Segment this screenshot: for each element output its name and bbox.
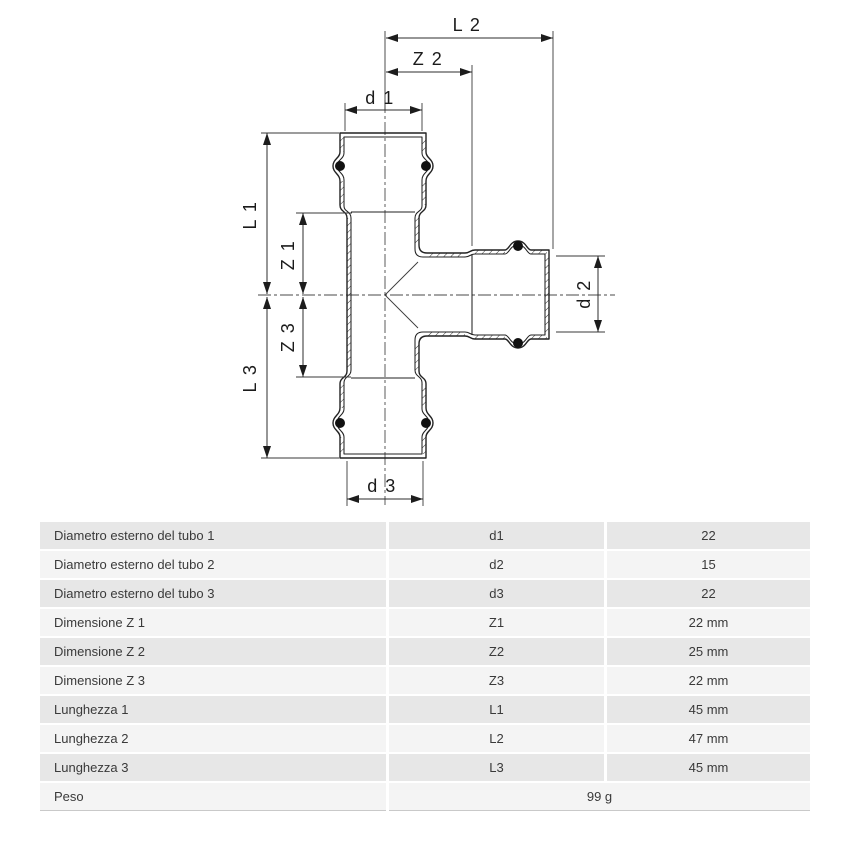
o-ring-dot bbox=[421, 418, 431, 428]
arrowhead bbox=[299, 365, 307, 377]
dim-label-l1: L 1 bbox=[240, 200, 260, 230]
fitting-body bbox=[333, 133, 549, 458]
arrowhead bbox=[541, 34, 553, 42]
centerlines bbox=[258, 100, 615, 505]
spec-value: 45 mm bbox=[607, 696, 810, 723]
dim-l3 bbox=[240, 297, 339, 458]
arrowhead bbox=[263, 297, 271, 309]
table-row bbox=[40, 696, 810, 723]
spec-label: Lunghezza 2 bbox=[40, 725, 386, 752]
arrowhead bbox=[594, 320, 602, 332]
dim-z3 bbox=[278, 297, 351, 377]
dim-d3 bbox=[347, 461, 423, 506]
table-row bbox=[40, 551, 810, 578]
dim-label-z2: Z 2 bbox=[412, 49, 444, 69]
table-row bbox=[40, 725, 810, 752]
spec-value: 45 mm bbox=[607, 754, 810, 781]
arrowhead bbox=[299, 282, 307, 294]
wall-hatching bbox=[340, 137, 549, 454]
spec-label: Dimensione Z 3 bbox=[40, 667, 386, 694]
table-row bbox=[40, 754, 810, 781]
arrowhead bbox=[386, 34, 398, 42]
spec-table bbox=[40, 522, 810, 812]
arrowhead bbox=[347, 495, 359, 503]
dim-label-d3: d 3 bbox=[367, 476, 397, 496]
arrowhead bbox=[263, 133, 271, 145]
spec-label: Diametro esterno del tubo 1 bbox=[40, 522, 386, 549]
dim-l2 bbox=[385, 15, 553, 249]
o-ring-dot bbox=[335, 161, 345, 171]
spec-code: Z1 bbox=[389, 609, 604, 636]
o-ring-dot bbox=[335, 418, 345, 428]
dim-label-d2: d 2 bbox=[574, 279, 594, 309]
arrowhead bbox=[594, 256, 602, 268]
spec-code: d3 bbox=[389, 580, 604, 607]
arrowhead bbox=[410, 106, 422, 114]
spec-value: 22 bbox=[607, 580, 810, 607]
arrowhead bbox=[460, 68, 472, 76]
spec-value: 25 mm bbox=[607, 638, 810, 665]
spec-value: 47 mm bbox=[607, 725, 810, 752]
spec-label: Diametro esterno del tubo 2 bbox=[40, 551, 386, 578]
arrowhead bbox=[263, 446, 271, 458]
table-row bbox=[40, 580, 810, 607]
dim-label-z3: Z 3 bbox=[278, 321, 298, 353]
arrowhead bbox=[411, 495, 423, 503]
spec-label: Dimensione Z 1 bbox=[40, 609, 386, 636]
spec-value: 22 mm bbox=[607, 667, 810, 694]
dim-d1 bbox=[345, 88, 422, 131]
table-row-peso bbox=[40, 783, 810, 810]
table-row bbox=[40, 638, 810, 665]
arrowhead bbox=[345, 106, 357, 114]
bore-diagonal-upper bbox=[385, 262, 418, 295]
table-row bbox=[40, 667, 810, 694]
spec-code: L3 bbox=[389, 754, 604, 781]
spec-code: d1 bbox=[389, 522, 604, 549]
dim-z2 bbox=[386, 49, 472, 246]
dim-d2 bbox=[556, 256, 605, 332]
dim-z1 bbox=[278, 213, 352, 294]
dim-label-l2: L 2 bbox=[452, 15, 482, 35]
spec-value: 22 mm bbox=[607, 609, 810, 636]
dim-label-d1: d 1 bbox=[365, 88, 395, 108]
dim-label-z1: Z 1 bbox=[278, 239, 298, 271]
spec-code: L1 bbox=[389, 696, 604, 723]
spec-label: Lunghezza 1 bbox=[40, 696, 386, 723]
inner-contour bbox=[337, 137, 545, 454]
arrowhead bbox=[299, 213, 307, 225]
spec-label: Peso bbox=[40, 783, 386, 810]
spec-code: L2 bbox=[389, 725, 604, 752]
o-ring-dot bbox=[421, 161, 431, 171]
arrowhead bbox=[299, 297, 307, 309]
arrowhead bbox=[263, 282, 271, 294]
spec-code: Z3 bbox=[389, 667, 604, 694]
spec-label: Dimensione Z 2 bbox=[40, 638, 386, 665]
spec-code: d2 bbox=[389, 551, 604, 578]
spec-label: Lunghezza 3 bbox=[40, 754, 386, 781]
o-ring-dot bbox=[513, 241, 523, 251]
outer-contour bbox=[333, 133, 549, 458]
spec-value-merged: 99 g bbox=[389, 783, 810, 810]
spec-label: Diametro esterno del tubo 3 bbox=[40, 580, 386, 607]
spec-value: 15 bbox=[607, 551, 810, 578]
dim-label-l3: L 3 bbox=[240, 363, 260, 393]
spec-value: 22 bbox=[607, 522, 810, 549]
arrowhead bbox=[386, 68, 398, 76]
spec-code: Z2 bbox=[389, 638, 604, 665]
bore-diagonal-lower bbox=[385, 295, 418, 328]
table-row bbox=[40, 522, 810, 549]
table-row bbox=[40, 609, 810, 636]
o-ring-dot bbox=[513, 338, 523, 348]
